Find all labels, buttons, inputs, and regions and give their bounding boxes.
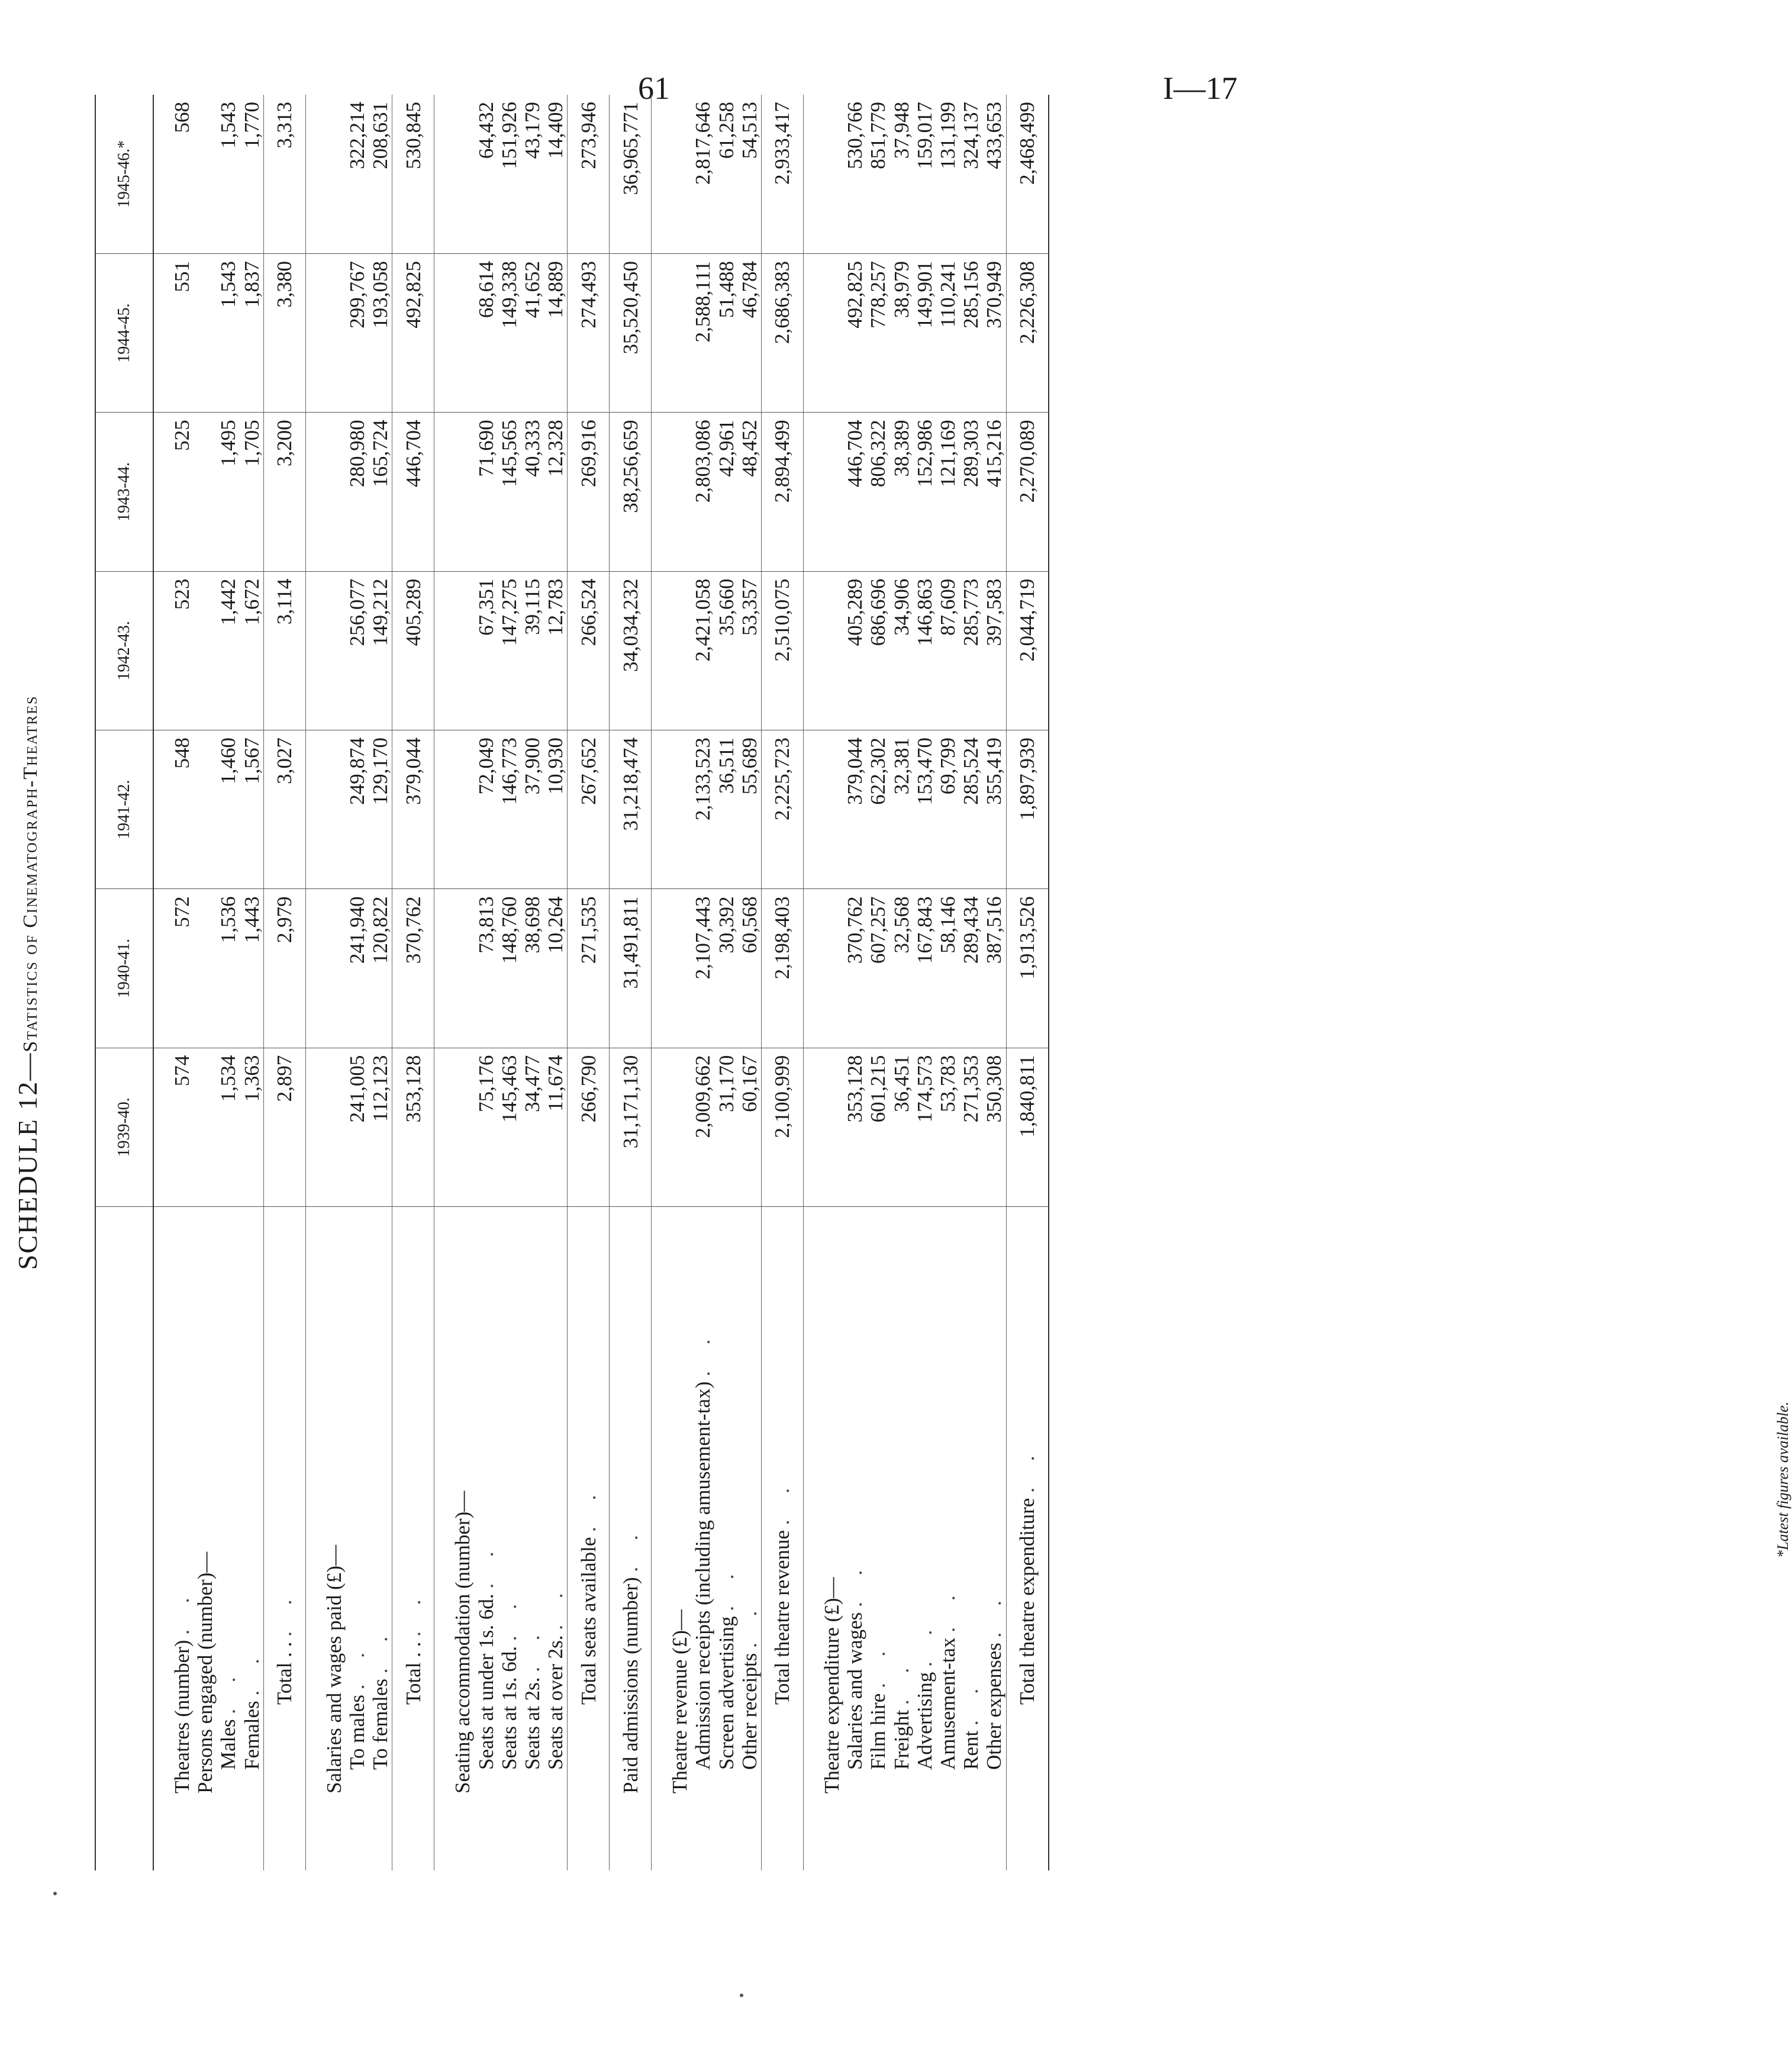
row-label: Rent . . [959, 1677, 983, 1770]
cell: 10,930 [544, 730, 568, 888]
column-header: 1941-42. [95, 730, 153, 888]
column-header: 1945-46.* [95, 95, 153, 253]
cell: 2,100,999 [762, 1048, 804, 1206]
row-label: To females . . [369, 1625, 392, 1770]
section-heading: Seating accommodation (number)— [451, 1490, 475, 1793]
cell: 36,965,771 [610, 95, 652, 253]
row-label: Freight . . [889, 1657, 913, 1770]
table-row [668, 95, 691, 1870]
cell: 34,906 [890, 571, 913, 730]
cell: 530,766 [843, 95, 866, 253]
cell: 53,783 [936, 1048, 959, 1206]
cell: 778,257 [866, 253, 889, 412]
cell: 38,256,659 [610, 413, 652, 571]
cell: 31,491,811 [610, 889, 652, 1048]
cell: 2,588,111 [691, 253, 714, 412]
cell: 87,609 [936, 571, 959, 730]
cell: 274,493 [568, 253, 610, 412]
page-number: 61 [638, 70, 670, 106]
table-row [936, 95, 959, 1870]
cell: 2,270,089 [1006, 413, 1049, 571]
cell: 289,303 [959, 413, 982, 571]
cell: 601,215 [866, 1048, 889, 1206]
cell: 36,511 [715, 730, 738, 888]
total-row [610, 95, 652, 1870]
cell: 149,901 [913, 253, 936, 412]
column-header: 1940-41. [95, 889, 153, 1048]
cell: 10,264 [544, 889, 568, 1048]
cell: 492,825 [843, 253, 866, 412]
cell: 370,949 [982, 253, 1006, 412]
cell: 64,432 [475, 95, 498, 253]
cell: 73,813 [475, 889, 498, 1048]
cell: 32,381 [890, 730, 913, 888]
cell: 71,690 [475, 413, 498, 571]
cell: 38,389 [890, 413, 913, 571]
cell: 38,698 [521, 889, 544, 1048]
cell: 1,543 [217, 253, 240, 412]
rotated-schedule [12, 95, 1791, 1870]
cell: 146,773 [498, 730, 521, 888]
cell: 379,044 [843, 730, 866, 888]
cell: 322,214 [346, 95, 369, 253]
cell: 36,451 [890, 1048, 913, 1206]
cell: 266,524 [568, 571, 610, 730]
cell: 55,689 [738, 730, 762, 888]
table-row [738, 95, 762, 1870]
row-label: Males . . [217, 1666, 240, 1770]
cell: 415,216 [982, 413, 1006, 571]
cell: 1,443 [240, 889, 264, 1048]
cell: 350,308 [982, 1048, 1006, 1206]
cell: 48,452 [738, 413, 762, 571]
cell: 32,568 [890, 889, 913, 1048]
section-heading: Salaries and wages paid (£)— [322, 1545, 346, 1793]
cell: 148,760 [498, 889, 521, 1048]
row-label: Seats at under 1s. 6d. . . [474, 1541, 498, 1770]
cell: 572 [170, 889, 194, 1048]
cell: 121,169 [936, 413, 959, 571]
cell: 11,674 [544, 1048, 568, 1206]
cell: 1,913,526 [1006, 889, 1049, 1048]
table-row [820, 95, 843, 1870]
table-row [194, 95, 217, 1870]
cell: 249,874 [346, 730, 369, 888]
cell: 145,463 [498, 1048, 521, 1206]
cell: 1,770 [240, 95, 264, 253]
row-label: Total seats available . . [568, 1207, 610, 1870]
cell: 353,128 [392, 1048, 434, 1206]
cell: 285,524 [959, 730, 982, 888]
row-label: Seats at over 2s. . . [544, 1582, 568, 1770]
cell: 1,534 [217, 1048, 240, 1206]
cell: 147,275 [498, 571, 521, 730]
statistics-table [95, 95, 1049, 1870]
cell: 1,536 [217, 889, 240, 1048]
cell: 2,510,075 [762, 571, 804, 730]
cell: 174,573 [913, 1048, 936, 1206]
cell: 269,916 [568, 413, 610, 571]
cell: 151,926 [498, 95, 521, 253]
cell: 1,567 [240, 730, 264, 888]
cell: 285,773 [959, 571, 982, 730]
cell: 39,115 [521, 571, 544, 730]
table-row [982, 95, 1006, 1870]
cell: 1,705 [240, 413, 264, 571]
cell: 72,049 [475, 730, 498, 888]
cell: 273,946 [568, 95, 610, 253]
cell: 14,889 [544, 253, 568, 412]
cell: 69,799 [936, 730, 959, 888]
table-row [866, 95, 889, 1870]
cell: 51,488 [715, 253, 738, 412]
total-row [392, 95, 434, 1870]
cell: 31,218,474 [610, 730, 652, 888]
cell: 61,258 [715, 95, 738, 253]
cell: 370,762 [843, 889, 866, 1048]
cell: 241,940 [346, 889, 369, 1048]
cell: 34,477 [521, 1048, 544, 1206]
cell: 324,137 [959, 95, 982, 253]
cell: 285,156 [959, 253, 982, 412]
cell: 530,845 [392, 95, 434, 253]
cell: 397,583 [982, 571, 1006, 730]
cell: 2,979 [263, 889, 305, 1048]
cell: 167,843 [913, 889, 936, 1048]
column-header: 1943-44. [95, 413, 153, 571]
column-header: 1942-43. [95, 571, 153, 730]
cell: 31,171,130 [610, 1048, 652, 1206]
cell: 41,652 [521, 253, 544, 412]
section-heading: Theatre revenue (£)— [668, 1609, 692, 1793]
cell: 2,897 [263, 1048, 305, 1206]
cell: 42,961 [715, 413, 738, 571]
row-label: Total . . . . [263, 1207, 305, 1870]
cell: 40,333 [521, 413, 544, 571]
cell: 14,409 [544, 95, 568, 253]
cell: 1,442 [217, 571, 240, 730]
cell: 525 [170, 413, 194, 571]
cell: 3,380 [263, 253, 305, 412]
cell: 280,980 [346, 413, 369, 571]
cell: 370,762 [392, 889, 434, 1048]
table-row [913, 95, 936, 1870]
row-label: Salaries and wages . . [843, 1559, 867, 1770]
cell: 43,179 [521, 95, 544, 253]
cell: 548 [170, 730, 194, 888]
cell: 266,790 [568, 1048, 610, 1206]
cell: 129,170 [369, 730, 392, 888]
cell: 241,005 [346, 1048, 369, 1206]
cell: 3,313 [263, 95, 305, 253]
cell: 2,686,383 [762, 253, 804, 412]
cell: 2,225,723 [762, 730, 804, 888]
cell: 149,338 [498, 253, 521, 412]
cell: 851,779 [866, 95, 889, 253]
cell: 60,568 [738, 889, 762, 1048]
cell: 30,392 [715, 889, 738, 1048]
cell: 2,894,499 [762, 413, 804, 571]
page-reference: I—17 [1163, 70, 1237, 106]
cell: 256,077 [346, 571, 369, 730]
cell: 2,044,719 [1006, 571, 1049, 730]
cell: 353,128 [843, 1048, 866, 1206]
cell: 159,017 [913, 95, 936, 253]
row-label: Theatres (number) . . [170, 1587, 194, 1793]
row-label: Total . . . . [392, 1207, 434, 1870]
cell: 492,825 [392, 253, 434, 412]
table-row [217, 95, 240, 1870]
header-corner [95, 1207, 153, 1870]
cell: 2,107,443 [691, 889, 714, 1048]
title-main: Statistics of Cinematograph-Theatres [20, 695, 41, 1052]
cell: 37,900 [521, 730, 544, 888]
table-row [323, 95, 346, 1870]
table-row [959, 95, 982, 1870]
row-label: Admission receipts (including amusement-tax) . . [691, 1328, 715, 1770]
cell: 2,803,086 [691, 413, 714, 571]
cell: 131,199 [936, 95, 959, 253]
footnote: *Latest figures available. [1774, 1401, 1791, 1558]
cell: 208,631 [369, 95, 392, 253]
cell: 149,212 [369, 571, 392, 730]
stray-mark [53, 1892, 57, 1895]
cell: 2,009,662 [691, 1048, 714, 1206]
table-row [451, 95, 474, 1870]
cell: 34,034,232 [610, 571, 652, 730]
cell: 3,200 [263, 413, 305, 571]
cell: 2,198,403 [762, 889, 804, 1048]
cell: 153,470 [913, 730, 936, 888]
cell: 568 [170, 95, 194, 253]
table-row [521, 95, 544, 1870]
cell: 299,767 [346, 253, 369, 412]
row-label: To males . . [345, 1642, 369, 1770]
cell: 68,614 [475, 253, 498, 412]
cell: 3,114 [263, 571, 305, 730]
title-prefix: SCHEDULE 12— [12, 1052, 43, 1270]
cell: 686,696 [866, 571, 889, 730]
total-row [762, 95, 804, 1870]
stray-mark [740, 1994, 743, 1997]
cell: 35,520,450 [610, 253, 652, 412]
table-row [890, 95, 913, 1870]
table-row [691, 95, 714, 1870]
cell: 1,543 [217, 95, 240, 253]
cell: 2,421,058 [691, 571, 714, 730]
row-label: Total theatre revenue . . [762, 1207, 804, 1870]
cell: 37,948 [890, 95, 913, 253]
cell: 2,226,308 [1006, 253, 1049, 412]
section-heading: Persons engaged (number)— [194, 1551, 217, 1793]
cell: 271,535 [568, 889, 610, 1048]
cell: 110,241 [936, 253, 959, 412]
row-label: Paid admissions (number) . . [610, 1207, 652, 1870]
cell: 289,434 [959, 889, 982, 1048]
row-label: Seats at 1s. 6d. . . [497, 1593, 521, 1770]
row-label: Film hire . . [866, 1640, 890, 1770]
cell: 523 [170, 571, 194, 730]
table-row [369, 95, 392, 1870]
cell: 1,840,811 [1006, 1048, 1049, 1206]
row-label: Amusement-tax . . [936, 1585, 959, 1770]
cell: 12,783 [544, 571, 568, 730]
cell: 806,322 [866, 413, 889, 571]
row-label: Advertising . . [913, 1619, 936, 1770]
table-row [498, 95, 521, 1870]
cell: 267,652 [568, 730, 610, 888]
cell: 75,176 [475, 1048, 498, 1206]
section-heading: Theatre expenditure (£)— [820, 1577, 843, 1793]
cell: 31,170 [715, 1048, 738, 1206]
cell: 2,933,417 [762, 95, 804, 253]
row-label: Seats at 2s. . . [520, 1624, 544, 1770]
cell: 146,863 [913, 571, 936, 730]
cell: 112,123 [369, 1048, 392, 1206]
cell: 379,044 [392, 730, 434, 888]
cell: 1,897,939 [1006, 730, 1049, 888]
cell: 1,363 [240, 1048, 264, 1206]
cell: 433,653 [982, 95, 1006, 253]
cell: 574 [170, 1048, 194, 1206]
schedule-title [12, 95, 43, 1870]
cell: 12,328 [544, 413, 568, 571]
cell: 2,817,646 [691, 95, 714, 253]
cell: 46,784 [738, 253, 762, 412]
total-row [263, 95, 305, 1870]
row-label: Females . . [240, 1648, 263, 1770]
cell: 387,516 [982, 889, 1006, 1048]
cell: 38,979 [890, 253, 913, 412]
cell: 2,133,523 [691, 730, 714, 888]
cell: 193,058 [369, 253, 392, 412]
table-row [843, 95, 866, 1870]
cell: 405,289 [843, 571, 866, 730]
table-row [544, 95, 568, 1870]
cell: 54,513 [738, 95, 762, 253]
table-row [170, 95, 194, 1870]
cell: 271,353 [959, 1048, 982, 1206]
cell: 551 [170, 253, 194, 412]
row-label: Total theatre expenditure . . [1006, 1207, 1049, 1870]
total-row [568, 95, 610, 1870]
cell: 607,257 [866, 889, 889, 1048]
cell: 1,460 [217, 730, 240, 888]
cell: 67,351 [475, 571, 498, 730]
cell: 622,302 [866, 730, 889, 888]
cell: 1,837 [240, 253, 264, 412]
header-row [95, 95, 153, 1870]
total-row [1006, 95, 1049, 1870]
cell: 120,822 [369, 889, 392, 1048]
table-body [153, 95, 1049, 1870]
row-label: Other receipts . . [737, 1600, 761, 1770]
cell: 165,724 [369, 413, 392, 571]
cell: 355,419 [982, 730, 1006, 888]
cell: 145,565 [498, 413, 521, 571]
table-row [346, 95, 369, 1870]
row-label: Other expenses . . [982, 1590, 1006, 1770]
cell: 1,495 [217, 413, 240, 571]
cell: 2,468,499 [1006, 95, 1049, 253]
cell: 152,986 [913, 413, 936, 571]
row-label: Screen advertising . . [714, 1563, 738, 1770]
column-header: 1939-40. [95, 1048, 153, 1206]
table-row [240, 95, 264, 1870]
cell: 405,289 [392, 571, 434, 730]
cell: 446,704 [392, 413, 434, 571]
cell: 53,357 [738, 571, 762, 730]
cell: 3,027 [263, 730, 305, 888]
column-header: 1944-45. [95, 253, 153, 412]
table-row [475, 95, 498, 1870]
cell: 1,672 [240, 571, 264, 730]
table-row [715, 95, 738, 1870]
cell: 35,660 [715, 571, 738, 730]
cell: 60,167 [738, 1048, 762, 1206]
cell: 446,704 [843, 413, 866, 571]
cell: 58,146 [936, 889, 959, 1048]
